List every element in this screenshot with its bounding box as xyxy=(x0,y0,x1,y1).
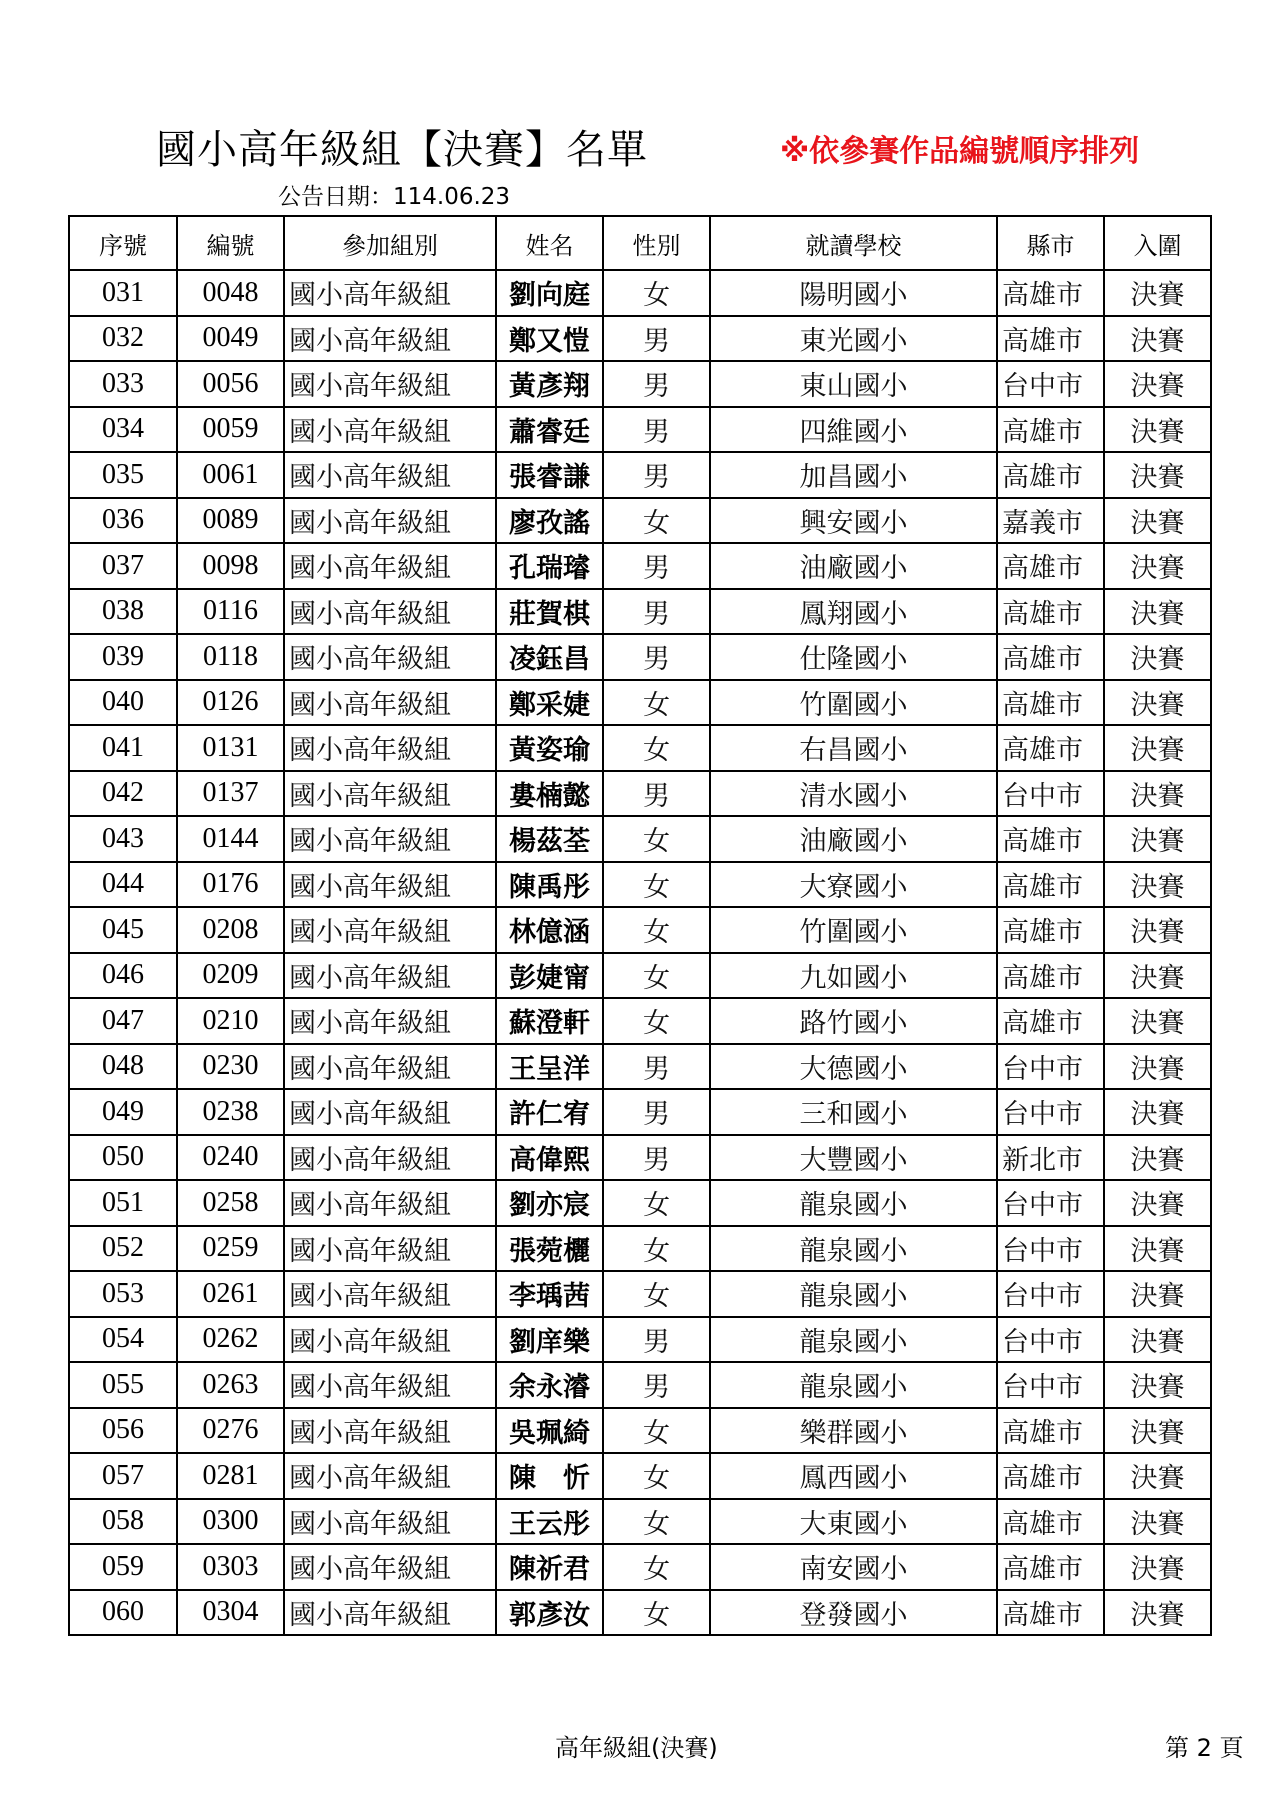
cell-city: 高雄市 xyxy=(997,316,1104,362)
cell-result: 決賽 xyxy=(1104,680,1211,726)
table-row xyxy=(69,1089,1211,1135)
cell-school: 仕隆國小 xyxy=(710,634,997,680)
cell-name: 劉庠樂 xyxy=(496,1317,603,1363)
cell-code: 0230 xyxy=(177,1044,284,1090)
table-row xyxy=(69,907,1211,953)
cell-city: 高雄市 xyxy=(997,816,1104,862)
cell-code: 0262 xyxy=(177,1317,284,1363)
cell-city: 高雄市 xyxy=(997,862,1104,908)
cell-seq: 038 xyxy=(69,589,177,635)
cell-code: 0131 xyxy=(177,725,284,771)
cell-seq: 043 xyxy=(69,816,177,862)
cell-school: 加昌國小 xyxy=(710,452,997,498)
cell-seq: 058 xyxy=(69,1499,177,1545)
cell-gender: 女 xyxy=(603,725,710,771)
cell-city: 嘉義市 xyxy=(997,498,1104,544)
cell-seq: 053 xyxy=(69,1271,177,1317)
cell-name: 張菀欐 xyxy=(496,1226,603,1272)
cell-code: 0209 xyxy=(177,953,284,999)
cell-name: 孔瑞璿 xyxy=(496,543,603,589)
cell-name: 凌鈺昌 xyxy=(496,634,603,680)
cell-group: 國小高年級組 xyxy=(284,1590,496,1636)
cell-name: 鄭又愷 xyxy=(496,316,603,362)
cell-city: 高雄市 xyxy=(997,1408,1104,1454)
cell-seq: 052 xyxy=(69,1226,177,1272)
table-row xyxy=(69,680,1211,726)
cell-group: 國小高年級組 xyxy=(284,498,496,544)
cell-result: 決賽 xyxy=(1104,1499,1211,1545)
cell-seq: 056 xyxy=(69,1408,177,1454)
cell-seq: 048 xyxy=(69,1044,177,1090)
cell-result: 決賽 xyxy=(1104,1180,1211,1226)
cell-school: 鳳翔國小 xyxy=(710,589,997,635)
cell-result: 決賽 xyxy=(1104,1271,1211,1317)
cell-school: 大豐國小 xyxy=(710,1135,997,1181)
cell-seq: 039 xyxy=(69,634,177,680)
cell-school: 右昌國小 xyxy=(710,725,997,771)
cell-gender: 女 xyxy=(603,498,710,544)
cell-group: 國小高年級組 xyxy=(284,1044,496,1090)
cell-city: 新北市 xyxy=(997,1135,1104,1181)
column-header-name: 姓名 xyxy=(496,216,603,270)
cell-city: 高雄市 xyxy=(997,270,1104,316)
footer-section-label: 高年級組(決賽) xyxy=(555,1734,718,1762)
cell-city: 台中市 xyxy=(997,771,1104,817)
page-number: 第 2 頁 xyxy=(1165,1734,1244,1762)
table-row xyxy=(69,771,1211,817)
cell-gender: 男 xyxy=(603,407,710,453)
cell-gender: 男 xyxy=(603,1135,710,1181)
cell-group: 國小高年級組 xyxy=(284,407,496,453)
cell-result: 決賽 xyxy=(1104,316,1211,362)
cell-city: 台中市 xyxy=(997,1180,1104,1226)
cell-school: 龍泉國小 xyxy=(710,1317,997,1363)
cell-result: 決賽 xyxy=(1104,998,1211,1044)
cell-city: 台中市 xyxy=(997,1317,1104,1363)
cell-name: 張睿謙 xyxy=(496,452,603,498)
cell-seq: 057 xyxy=(69,1453,177,1499)
cell-seq: 059 xyxy=(69,1544,177,1590)
cell-school: 大德國小 xyxy=(710,1044,997,1090)
cell-code: 0137 xyxy=(177,771,284,817)
table-row xyxy=(69,725,1211,771)
cell-result: 決賽 xyxy=(1104,1408,1211,1454)
cell-result: 決賽 xyxy=(1104,725,1211,771)
cell-gender: 女 xyxy=(603,1271,710,1317)
cell-city: 高雄市 xyxy=(997,1544,1104,1590)
cell-gender: 女 xyxy=(603,1453,710,1499)
cell-school: 鳳西國小 xyxy=(710,1453,997,1499)
column-header-seq: 序號 xyxy=(69,216,177,270)
cell-name: 王呈洋 xyxy=(496,1044,603,1090)
cell-city: 台中市 xyxy=(997,1226,1104,1272)
cell-gender: 女 xyxy=(603,953,710,999)
table-row xyxy=(69,1544,1211,1590)
cell-group: 國小高年級組 xyxy=(284,589,496,635)
table-row xyxy=(69,1226,1211,1272)
table-row xyxy=(69,1590,1211,1636)
column-header-code: 編號 xyxy=(177,216,284,270)
cell-name: 陳禹彤 xyxy=(496,862,603,908)
cell-result: 決賽 xyxy=(1104,270,1211,316)
cell-code: 0240 xyxy=(177,1135,284,1181)
cell-code: 0208 xyxy=(177,907,284,953)
cell-code: 0176 xyxy=(177,862,284,908)
table-row xyxy=(69,1180,1211,1226)
cell-city: 高雄市 xyxy=(997,452,1104,498)
table-row xyxy=(69,816,1211,862)
cell-group: 國小高年級組 xyxy=(284,634,496,680)
cell-gender: 女 xyxy=(603,1590,710,1636)
cell-school: 龍泉國小 xyxy=(710,1362,997,1408)
table-row xyxy=(69,589,1211,635)
cell-school: 陽明國小 xyxy=(710,270,997,316)
cell-gender: 男 xyxy=(603,1044,710,1090)
cell-seq: 037 xyxy=(69,543,177,589)
cell-school: 大寮國小 xyxy=(710,862,997,908)
column-header-result: 入圍 xyxy=(1104,216,1211,270)
cell-group: 國小高年級組 xyxy=(284,953,496,999)
cell-name: 許仁宥 xyxy=(496,1089,603,1135)
cell-gender: 男 xyxy=(603,771,710,817)
cell-name: 彭婕甯 xyxy=(496,953,603,999)
table-row xyxy=(69,1135,1211,1181)
cell-result: 決賽 xyxy=(1104,862,1211,908)
cell-gender: 女 xyxy=(603,1226,710,1272)
cell-result: 決賽 xyxy=(1104,1044,1211,1090)
table-row xyxy=(69,862,1211,908)
cell-code: 0210 xyxy=(177,998,284,1044)
cell-group: 國小高年級組 xyxy=(284,816,496,862)
cell-school: 登發國小 xyxy=(710,1590,997,1636)
cell-group: 國小高年級組 xyxy=(284,1453,496,1499)
cell-seq: 031 xyxy=(69,270,177,316)
cell-result: 決賽 xyxy=(1104,361,1211,407)
cell-seq: 046 xyxy=(69,953,177,999)
cell-city: 高雄市 xyxy=(997,1590,1104,1636)
cell-name: 陳祈君 xyxy=(496,1544,603,1590)
table-row xyxy=(69,1317,1211,1363)
cell-school: 東光國小 xyxy=(710,316,997,362)
cell-seq: 041 xyxy=(69,725,177,771)
cell-gender: 女 xyxy=(603,1408,710,1454)
cell-name: 婁楠懿 xyxy=(496,771,603,817)
cell-seq: 032 xyxy=(69,316,177,362)
cell-name: 吳珮綺 xyxy=(496,1408,603,1454)
cell-group: 國小高年級組 xyxy=(284,1271,496,1317)
cell-school: 竹圍國小 xyxy=(710,907,997,953)
cell-name: 劉亦宸 xyxy=(496,1180,603,1226)
cell-name: 王云彤 xyxy=(496,1499,603,1545)
cell-city: 台中市 xyxy=(997,1271,1104,1317)
table-header-row xyxy=(69,216,1211,270)
cell-name: 黃彥翔 xyxy=(496,361,603,407)
cell-gender: 女 xyxy=(603,998,710,1044)
cell-school: 清水國小 xyxy=(710,771,997,817)
cell-gender: 女 xyxy=(603,270,710,316)
cell-city: 台中市 xyxy=(997,1089,1104,1135)
cell-group: 國小高年級組 xyxy=(284,725,496,771)
cell-school: 竹圍國小 xyxy=(710,680,997,726)
cell-group: 國小高年級組 xyxy=(284,1089,496,1135)
cell-school: 東山國小 xyxy=(710,361,997,407)
cell-gender: 女 xyxy=(603,1544,710,1590)
cell-group: 國小高年級組 xyxy=(284,543,496,589)
cell-code: 0126 xyxy=(177,680,284,726)
cell-group: 國小高年級組 xyxy=(284,1180,496,1226)
cell-group: 國小高年級組 xyxy=(284,270,496,316)
cell-seq: 034 xyxy=(69,407,177,453)
cell-seq: 049 xyxy=(69,1089,177,1135)
cell-group: 國小高年級組 xyxy=(284,862,496,908)
cell-city: 高雄市 xyxy=(997,543,1104,589)
cell-group: 國小高年級組 xyxy=(284,1499,496,1545)
cell-seq: 050 xyxy=(69,1135,177,1181)
table-body xyxy=(69,270,1211,1635)
cell-school: 南安國小 xyxy=(710,1544,997,1590)
table-row xyxy=(69,1408,1211,1454)
cell-school: 龍泉國小 xyxy=(710,1180,997,1226)
cell-result: 決賽 xyxy=(1104,589,1211,635)
cell-result: 決賽 xyxy=(1104,816,1211,862)
cell-code: 0089 xyxy=(177,498,284,544)
cell-code: 0061 xyxy=(177,452,284,498)
cell-result: 決賽 xyxy=(1104,543,1211,589)
cell-code: 0259 xyxy=(177,1226,284,1272)
cell-gender: 男 xyxy=(603,1089,710,1135)
cell-code: 0238 xyxy=(177,1089,284,1135)
cell-group: 國小高年級組 xyxy=(284,316,496,362)
cell-seq: 033 xyxy=(69,361,177,407)
cell-name: 莊賀棋 xyxy=(496,589,603,635)
cell-school: 油廠國小 xyxy=(710,816,997,862)
cell-name: 余永濬 xyxy=(496,1362,603,1408)
cell-name: 林億涵 xyxy=(496,907,603,953)
column-header-group: 參加組別 xyxy=(284,216,496,270)
column-header-city: 縣市 xyxy=(997,216,1104,270)
cell-school: 油廠國小 xyxy=(710,543,997,589)
cell-gender: 男 xyxy=(603,1317,710,1363)
cell-code: 0300 xyxy=(177,1499,284,1545)
cell-school: 大東國小 xyxy=(710,1499,997,1545)
cell-group: 國小高年級組 xyxy=(284,1544,496,1590)
cell-result: 決賽 xyxy=(1104,1453,1211,1499)
cell-group: 國小高年級組 xyxy=(284,1317,496,1363)
cell-seq: 042 xyxy=(69,771,177,817)
cell-seq: 060 xyxy=(69,1590,177,1636)
cell-code: 0118 xyxy=(177,634,284,680)
cell-city: 高雄市 xyxy=(997,407,1104,453)
cell-school: 四維國小 xyxy=(710,407,997,453)
table-row xyxy=(69,998,1211,1044)
cell-seq: 040 xyxy=(69,680,177,726)
table-row xyxy=(69,452,1211,498)
cell-seq: 051 xyxy=(69,1180,177,1226)
table-row xyxy=(69,270,1211,316)
column-header-gender: 性別 xyxy=(603,216,710,270)
cell-gender: 女 xyxy=(603,862,710,908)
cell-name: 廖孜謠 xyxy=(496,498,603,544)
cell-city: 高雄市 xyxy=(997,1453,1104,1499)
cell-name: 陳 忻 xyxy=(496,1453,603,1499)
cell-seq: 044 xyxy=(69,862,177,908)
table-row xyxy=(69,361,1211,407)
cell-code: 0303 xyxy=(177,1544,284,1590)
announcement-date: 公告日期：114.06.23 xyxy=(278,184,511,210)
cell-result: 決賽 xyxy=(1104,498,1211,544)
cell-code: 0049 xyxy=(177,316,284,362)
cell-gender: 男 xyxy=(603,1362,710,1408)
cell-code: 0098 xyxy=(177,543,284,589)
cell-school: 興安國小 xyxy=(710,498,997,544)
table-row xyxy=(69,1499,1211,1545)
table-row xyxy=(69,1453,1211,1499)
cell-group: 國小高年級組 xyxy=(284,1226,496,1272)
cell-gender: 女 xyxy=(603,1499,710,1545)
cell-name: 劉向庭 xyxy=(496,270,603,316)
cell-group: 國小高年級組 xyxy=(284,998,496,1044)
table-row xyxy=(69,407,1211,453)
table-row xyxy=(69,953,1211,999)
cell-gender: 男 xyxy=(603,543,710,589)
cell-gender: 女 xyxy=(603,680,710,726)
cell-name: 高偉熙 xyxy=(496,1135,603,1181)
cell-code: 0261 xyxy=(177,1271,284,1317)
cell-result: 決賽 xyxy=(1104,1135,1211,1181)
sort-note: ※依參賽作品編號順序排列 xyxy=(780,134,1140,169)
cell-code: 0144 xyxy=(177,816,284,862)
cell-name: 蕭睿廷 xyxy=(496,407,603,453)
cell-result: 決賽 xyxy=(1104,907,1211,953)
cell-code: 0304 xyxy=(177,1590,284,1636)
cell-code: 0258 xyxy=(177,1180,284,1226)
cell-result: 決賽 xyxy=(1104,953,1211,999)
cell-seq: 055 xyxy=(69,1362,177,1408)
cell-city: 高雄市 xyxy=(997,725,1104,771)
cell-gender: 女 xyxy=(603,907,710,953)
cell-school: 路竹國小 xyxy=(710,998,997,1044)
cell-code: 0281 xyxy=(177,1453,284,1499)
cell-gender: 女 xyxy=(603,816,710,862)
cell-result: 決賽 xyxy=(1104,1226,1211,1272)
cell-result: 決賽 xyxy=(1104,452,1211,498)
table-row xyxy=(69,1362,1211,1408)
cell-city: 高雄市 xyxy=(997,953,1104,999)
cell-gender: 男 xyxy=(603,589,710,635)
cell-school: 三和國小 xyxy=(710,1089,997,1135)
cell-gender: 女 xyxy=(603,1180,710,1226)
table-row xyxy=(69,1044,1211,1090)
table-row xyxy=(69,543,1211,589)
cell-name: 郭彥汝 xyxy=(496,1590,603,1636)
column-header-school: 就讀學校 xyxy=(710,216,997,270)
cell-group: 國小高年級組 xyxy=(284,361,496,407)
cell-name: 李瑀茜 xyxy=(496,1271,603,1317)
cell-seq: 045 xyxy=(69,907,177,953)
cell-result: 決賽 xyxy=(1104,634,1211,680)
cell-result: 決賽 xyxy=(1104,1362,1211,1408)
cell-seq: 035 xyxy=(69,452,177,498)
cell-group: 國小高年級組 xyxy=(284,680,496,726)
cell-group: 國小高年級組 xyxy=(284,771,496,817)
cell-code: 0116 xyxy=(177,589,284,635)
cell-code: 0048 xyxy=(177,270,284,316)
cell-city: 台中市 xyxy=(997,1362,1104,1408)
table-row xyxy=(69,316,1211,362)
cell-city: 高雄市 xyxy=(997,907,1104,953)
cell-result: 決賽 xyxy=(1104,771,1211,817)
cell-gender: 男 xyxy=(603,634,710,680)
table-row xyxy=(69,634,1211,680)
cell-group: 國小高年級組 xyxy=(284,452,496,498)
cell-name: 蘇澄軒 xyxy=(496,998,603,1044)
cell-result: 決賽 xyxy=(1104,1089,1211,1135)
cell-seq: 036 xyxy=(69,498,177,544)
cell-school: 龍泉國小 xyxy=(710,1226,997,1272)
cell-code: 0059 xyxy=(177,407,284,453)
finalist-table xyxy=(68,215,1212,1636)
cell-name: 黃姿瑜 xyxy=(496,725,603,771)
cell-gender: 男 xyxy=(603,316,710,362)
cell-city: 高雄市 xyxy=(997,680,1104,726)
cell-code: 0276 xyxy=(177,1408,284,1454)
cell-group: 國小高年級組 xyxy=(284,1408,496,1454)
cell-code: 0263 xyxy=(177,1362,284,1408)
cell-result: 決賽 xyxy=(1104,1544,1211,1590)
cell-city: 高雄市 xyxy=(997,1499,1104,1545)
cell-school: 龍泉國小 xyxy=(710,1271,997,1317)
cell-city: 台中市 xyxy=(997,361,1104,407)
cell-group: 國小高年級組 xyxy=(284,1362,496,1408)
cell-code: 0056 xyxy=(177,361,284,407)
cell-group: 國小高年級組 xyxy=(284,907,496,953)
cell-city: 高雄市 xyxy=(997,589,1104,635)
cell-result: 決賽 xyxy=(1104,1317,1211,1363)
cell-city: 高雄市 xyxy=(997,998,1104,1044)
cell-gender: 男 xyxy=(603,361,710,407)
cell-school: 樂群國小 xyxy=(710,1408,997,1454)
cell-city: 高雄市 xyxy=(997,634,1104,680)
table-row xyxy=(69,1271,1211,1317)
cell-result: 決賽 xyxy=(1104,1590,1211,1636)
cell-group: 國小高年級組 xyxy=(284,1135,496,1181)
table-row xyxy=(69,498,1211,544)
cell-city: 台中市 xyxy=(997,1044,1104,1090)
cell-name: 鄭采婕 xyxy=(496,680,603,726)
cell-seq: 054 xyxy=(69,1317,177,1363)
cell-result: 決賽 xyxy=(1104,407,1211,453)
cell-seq: 047 xyxy=(69,998,177,1044)
cell-school: 九如國小 xyxy=(710,953,997,999)
cell-name: 楊茲荃 xyxy=(496,816,603,862)
page-title: 國小高年級組【決賽】名單 xyxy=(156,127,648,173)
cell-gender: 男 xyxy=(603,452,710,498)
